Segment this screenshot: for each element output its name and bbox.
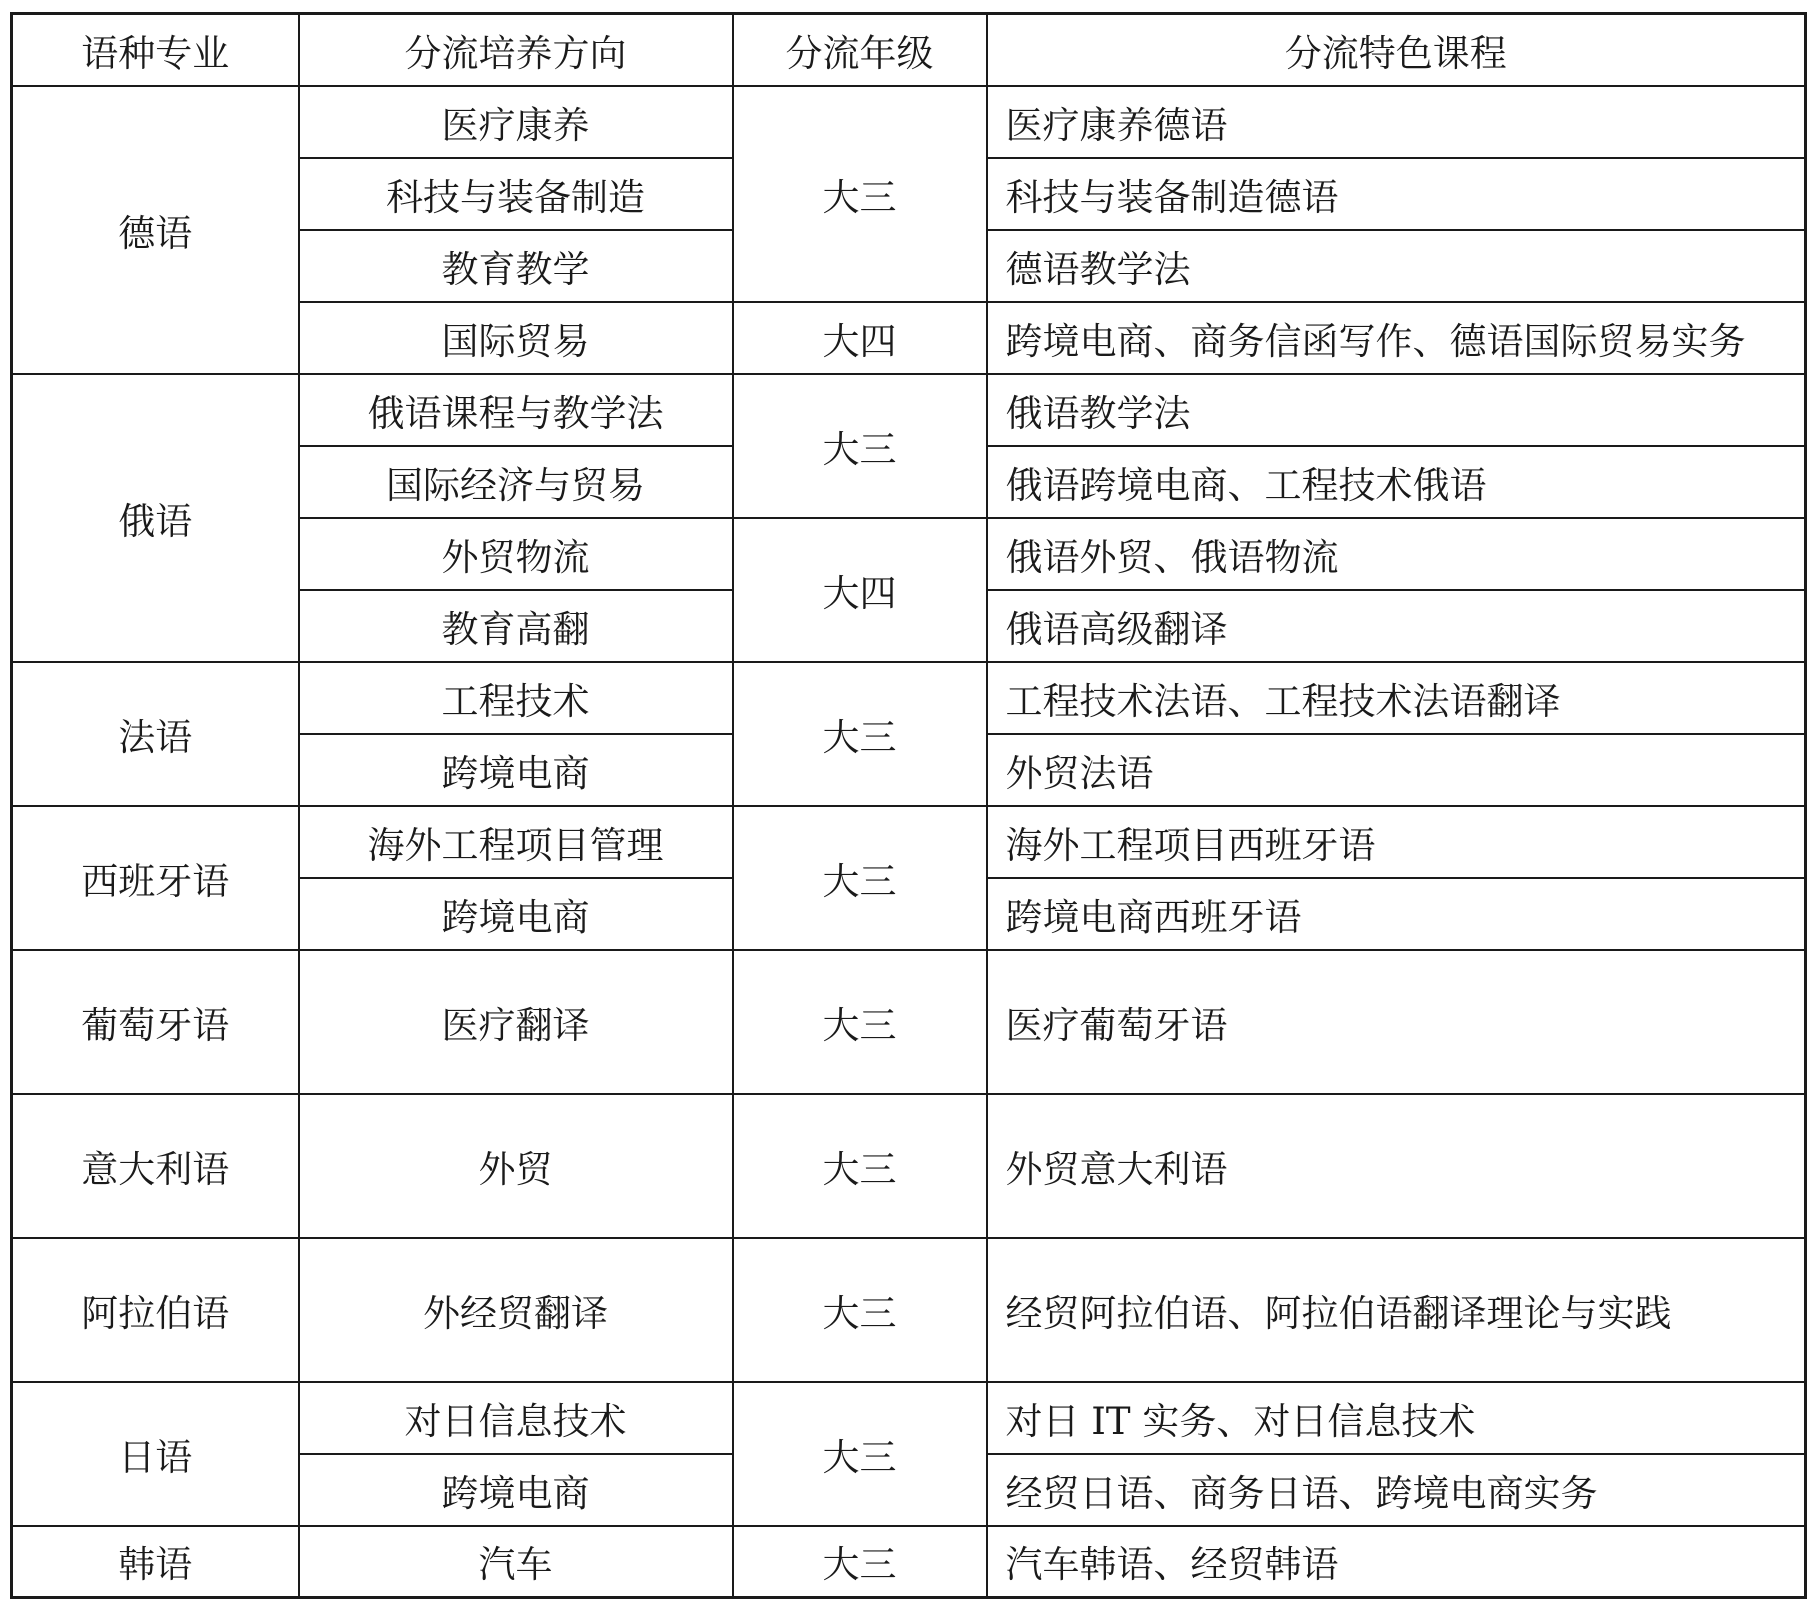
course-cell: 医疗葡萄牙语 bbox=[987, 950, 1806, 1094]
header-language: 语种专业 bbox=[12, 14, 299, 86]
language-cell: 阿拉伯语 bbox=[12, 1238, 299, 1382]
grade-cell: 大三 bbox=[733, 1382, 987, 1526]
direction-cell: 跨境电商 bbox=[299, 878, 733, 950]
direction-cell: 汽车 bbox=[299, 1526, 733, 1598]
course-cell: 俄语教学法 bbox=[987, 374, 1806, 446]
direction-cell: 外贸物流 bbox=[299, 518, 733, 590]
course-cell: 经贸日语、商务日语、跨境电商实务 bbox=[987, 1454, 1806, 1526]
header-courses: 分流特色课程 bbox=[987, 14, 1806, 86]
language-cell: 葡萄牙语 bbox=[12, 950, 299, 1094]
course-cell: 俄语外贸、俄语物流 bbox=[987, 518, 1806, 590]
table-row bbox=[12, 1382, 1806, 1454]
direction-cell: 医疗康养 bbox=[299, 86, 733, 158]
course-cell: 跨境电商、商务信函写作、德语国际贸易实务 bbox=[987, 302, 1806, 374]
grade-cell: 大三 bbox=[733, 86, 987, 302]
course-cell: 海外工程项目西班牙语 bbox=[987, 806, 1806, 878]
direction-cell: 跨境电商 bbox=[299, 1454, 733, 1526]
course-cell: 工程技术法语、工程技术法语翻译 bbox=[987, 662, 1806, 734]
direction-cell: 教育教学 bbox=[299, 230, 733, 302]
grade-cell: 大三 bbox=[733, 1094, 987, 1238]
table-row bbox=[12, 1094, 1806, 1238]
course-cell: 俄语高级翻译 bbox=[987, 590, 1806, 662]
header-row bbox=[12, 14, 1806, 86]
grade-cell: 大三 bbox=[733, 374, 987, 518]
grade-cell: 大三 bbox=[733, 1526, 987, 1598]
language-cell: 俄语 bbox=[12, 374, 299, 662]
course-cell: 汽车韩语、经贸韩语 bbox=[987, 1526, 1806, 1598]
table-row bbox=[12, 806, 1806, 878]
course-cell: 跨境电商西班牙语 bbox=[987, 878, 1806, 950]
table-row bbox=[12, 1238, 1806, 1382]
table-row bbox=[12, 662, 1806, 734]
language-cell: 日语 bbox=[12, 1382, 299, 1526]
table-row bbox=[12, 86, 1806, 158]
direction-cell: 国际贸易 bbox=[299, 302, 733, 374]
header-direction: 分流培养方向 bbox=[299, 14, 733, 86]
course-cell: 对日 IT 实务、对日信息技术 bbox=[987, 1382, 1806, 1454]
language-cell: 法语 bbox=[12, 662, 299, 806]
direction-cell: 医疗翻译 bbox=[299, 950, 733, 1094]
direction-cell: 海外工程项目管理 bbox=[299, 806, 733, 878]
direction-cell: 跨境电商 bbox=[299, 734, 733, 806]
language-cell: 德语 bbox=[12, 86, 299, 374]
curriculum-table bbox=[10, 12, 1807, 1599]
grade-cell: 大三 bbox=[733, 950, 987, 1094]
table-row bbox=[12, 374, 1806, 446]
course-cell: 外贸意大利语 bbox=[987, 1094, 1806, 1238]
language-cell: 西班牙语 bbox=[12, 806, 299, 950]
course-cell: 德语教学法 bbox=[987, 230, 1806, 302]
direction-cell: 外经贸翻译 bbox=[299, 1238, 733, 1382]
direction-cell: 对日信息技术 bbox=[299, 1382, 733, 1454]
direction-cell: 工程技术 bbox=[299, 662, 733, 734]
table-row bbox=[12, 1526, 1806, 1598]
direction-cell: 外贸 bbox=[299, 1094, 733, 1238]
header-grade: 分流年级 bbox=[733, 14, 987, 86]
course-cell: 俄语跨境电商、工程技术俄语 bbox=[987, 446, 1806, 518]
course-cell: 科技与装备制造德语 bbox=[987, 158, 1806, 230]
language-cell: 韩语 bbox=[12, 1526, 299, 1598]
course-cell: 经贸阿拉伯语、阿拉伯语翻译理论与实践 bbox=[987, 1238, 1806, 1382]
direction-cell: 科技与装备制造 bbox=[299, 158, 733, 230]
language-cell: 意大利语 bbox=[12, 1094, 299, 1238]
course-cell: 医疗康养德语 bbox=[987, 86, 1806, 158]
direction-cell: 教育高翻 bbox=[299, 590, 733, 662]
direction-cell: 俄语课程与教学法 bbox=[299, 374, 733, 446]
course-cell: 外贸法语 bbox=[987, 734, 1806, 806]
table-row bbox=[12, 950, 1806, 1094]
grade-cell: 大三 bbox=[733, 1238, 987, 1382]
grade-cell: 大三 bbox=[733, 806, 987, 950]
grade-cell: 大四 bbox=[733, 302, 987, 374]
grade-cell: 大四 bbox=[733, 518, 987, 662]
direction-cell: 国际经济与贸易 bbox=[299, 446, 733, 518]
grade-cell: 大三 bbox=[733, 662, 987, 806]
